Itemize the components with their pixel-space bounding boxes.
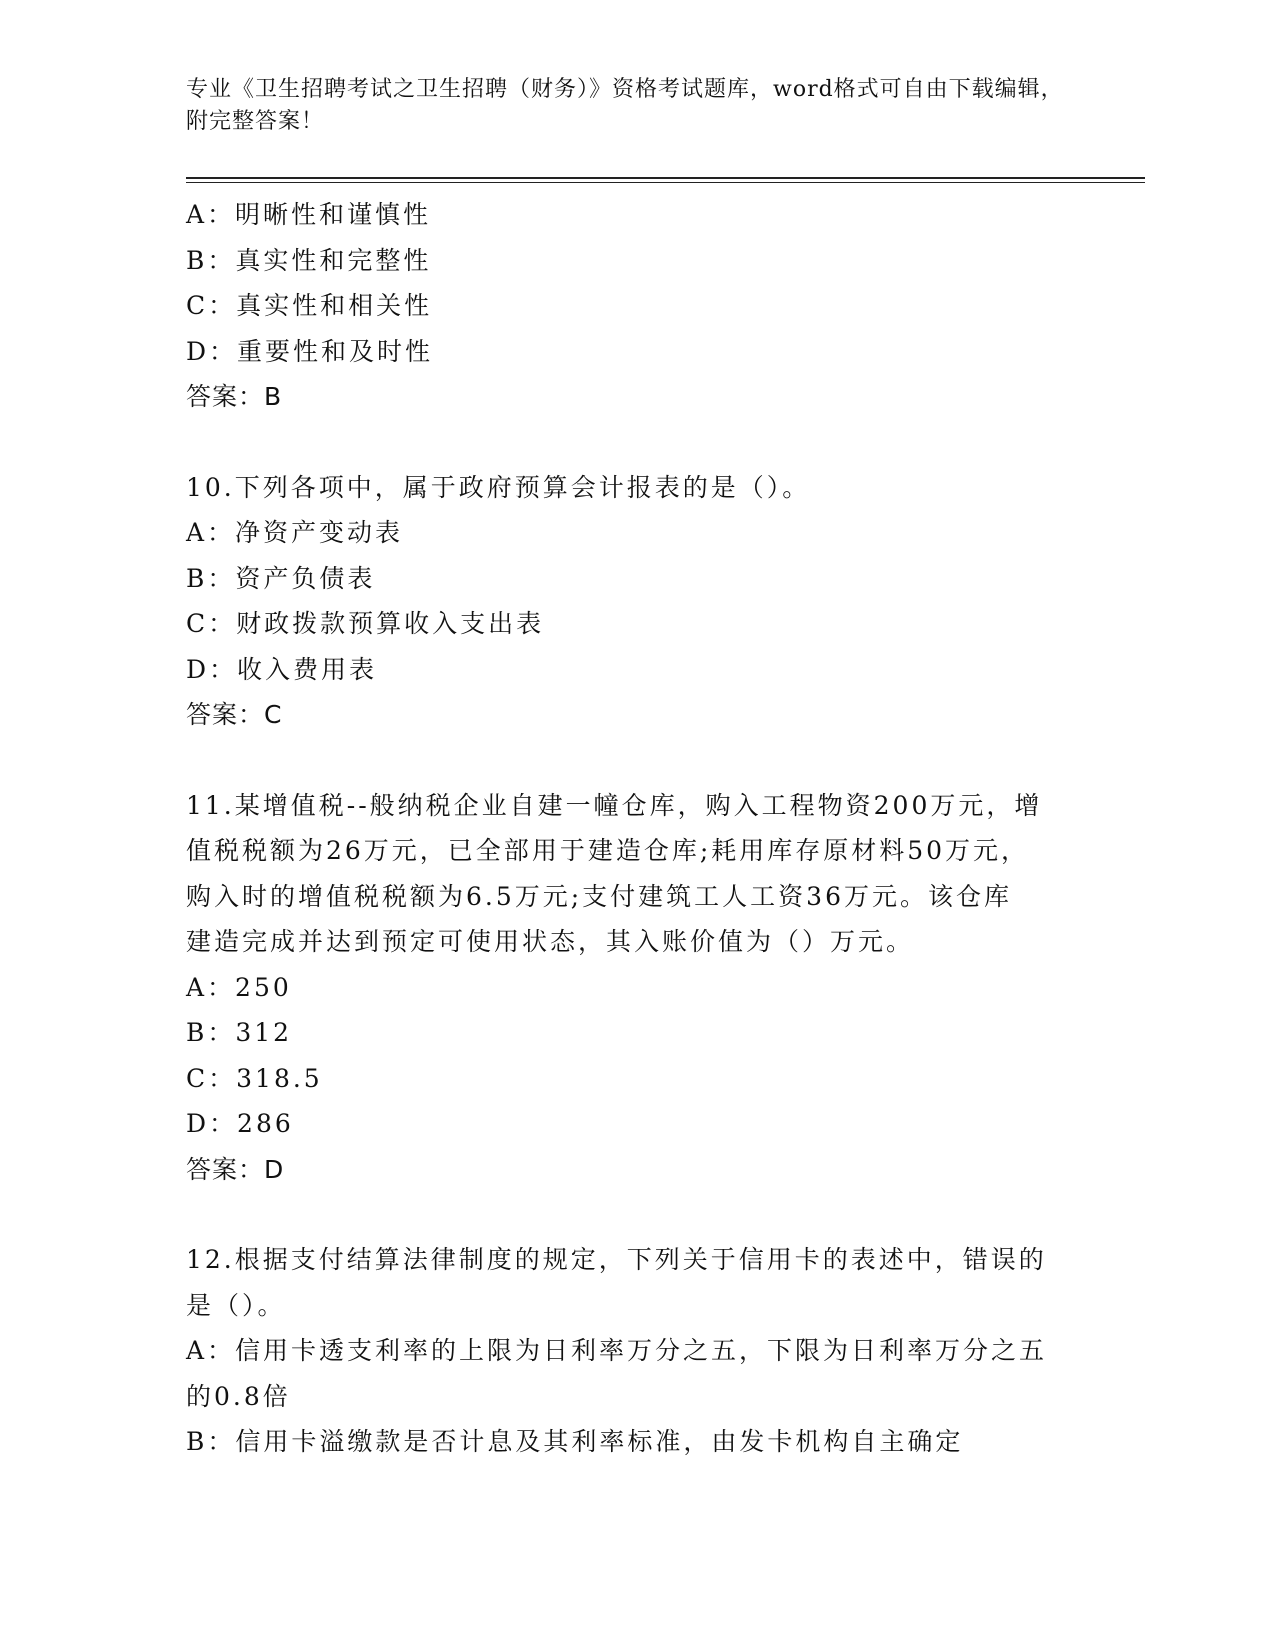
spacer <box>186 1192 1086 1237</box>
option-b: B：312 <box>186 1018 293 1047</box>
option-a: A：明晰性和谨慎性 <box>186 200 432 229</box>
document-header: 专业《卫生招聘考试之卫生招聘（财务）》资格考试题库，word格式可自由下载编辑，附完整答案！ <box>186 77 1064 134</box>
header-divider <box>186 177 1145 183</box>
answer-label: 答案：C <box>186 700 283 729</box>
option-a-continued: 的0.8倍 <box>186 1381 291 1411</box>
question-text: 10.下列各项中，属于政府预算会计报表的是（）。 <box>186 472 811 502</box>
option-a: A：250 <box>186 972 292 1002</box>
option-c: C：真实性和相关性 <box>186 291 433 320</box>
answer-label: 答案：D <box>186 1154 285 1184</box>
question-12-block <box>186 1237 1086 1465</box>
question-11-block <box>186 783 1086 1193</box>
question-text-line: 建造完成并达到预定可使用状态，其入账价值为（）万元。 <box>186 927 915 956</box>
option-b: B：信用卡溢缴款是否计息及其利率标准，由发卡机构自主确定 <box>186 1427 964 1456</box>
question-text-line: 购入时的增值税税额为6.5万元;支付建筑工人工资36万元。该仓库 <box>186 881 1012 911</box>
option-c: C：财政拨款预算收入支出表 <box>186 609 545 638</box>
spacer <box>186 738 1086 783</box>
option-d: D：重要性和及时性 <box>186 336 434 366</box>
option-c: C：318.5 <box>186 1063 323 1093</box>
option-a: A：净资产变动表 <box>186 518 404 547</box>
question-10-block <box>186 465 1086 738</box>
spacer <box>186 420 1086 465</box>
question-text-line: 11.某增值税--般纳税企业自建一幢仓库，购入工程物资200万元，增 <box>186 790 1043 820</box>
question-text-line: 值税税额为26万元，已全部用于建造仓库;耗用库存原材料50万元， <box>186 836 1030 865</box>
question-text-line: 是（）。 <box>186 1290 286 1320</box>
question-text-line: 12.根据支付结算法律制度的规定，下列关于信用卡的表述中，错误的 <box>186 1245 1047 1274</box>
answer-label: 答案：B <box>186 382 283 411</box>
option-a: A：信用卡透支利率的上限为日利率万分之五，下限为日利率万分之五 <box>186 1336 1048 1365</box>
option-d: D：286 <box>186 1109 294 1138</box>
option-d: D：收入费用表 <box>186 654 378 684</box>
question-9-block <box>186 192 1086 420</box>
option-b: B：真实性和完整性 <box>186 245 432 275</box>
option-b: B：资产负债表 <box>186 563 376 593</box>
question-list <box>186 192 1086 1465</box>
